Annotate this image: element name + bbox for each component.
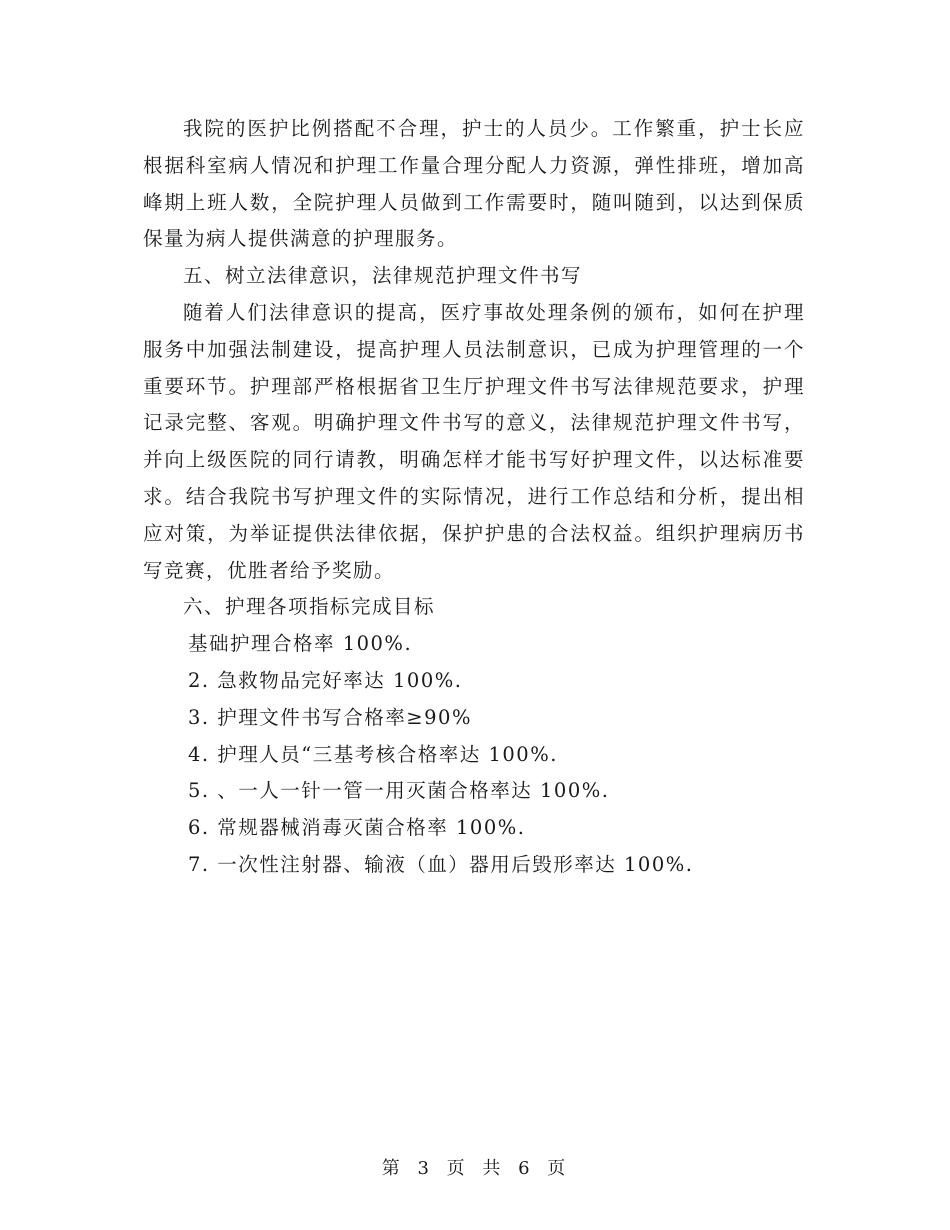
list-item: 基础护理合格率 100%. (188, 632, 413, 656)
list-item: 2. 急救物品完好率达 100%. (188, 668, 463, 692)
section-heading-targets: 六、护理各项指标完成目标 (182, 595, 435, 619)
list-item: 4. 护理人员“三基考核合格率达 100%. (188, 742, 558, 766)
list-item: 7. 一次性注射器、输液（血）器用后毁形率达 100%. (188, 852, 694, 876)
list-item: 5. 、一人一针一管一用灭菌合格率达 100%. (188, 779, 610, 803)
list-item: 3. 护理文件书写合格率≥90% (188, 705, 472, 729)
document-body (143, 111, 805, 884)
page-number: 第 3 页 共 6 页 (381, 1158, 569, 1179)
section-heading-legal: 五、树立法律意识，法律规范护理文件书写 (182, 264, 582, 288)
paragraph-staffing: 我院的医护比例搭配不合理，护士的人员少。工作繁重，护士长应根据科室病人情况和护理工作量合理分配人力资源，弹性排班，增加高峰期上班人数，全院护理人员做到工作需要时，随叫随到，以达到保质保量为病人提供满意的护理服务。 (143, 117, 805, 251)
list-item: 6. 常规器械消毒灭菌合格率 100%. (188, 816, 526, 840)
paragraph-legal: 随着人们法律意识的提高，医疗事故处理条例的颁布，如何在护理服务中加强法制建设，提高护理人员法制意识，已成为护理管理的一个重要环节。护理部严格根据省卫生厅护理文件书写法律规范要求，护理记录完整、客观。明确护理文件书写的意义，法律规范护理文件书写，并向上级医院的同行请教，明确怎样才能书写好护理文件，以达标准要求。结合我院书写护理文件的实际情况，进行工作总结和分析，提出相应对策，为举证提供法律依据，保护护患的合法权益。组织护理病历书写竞赛，优胜者给予奖励。 (143, 300, 805, 582)
